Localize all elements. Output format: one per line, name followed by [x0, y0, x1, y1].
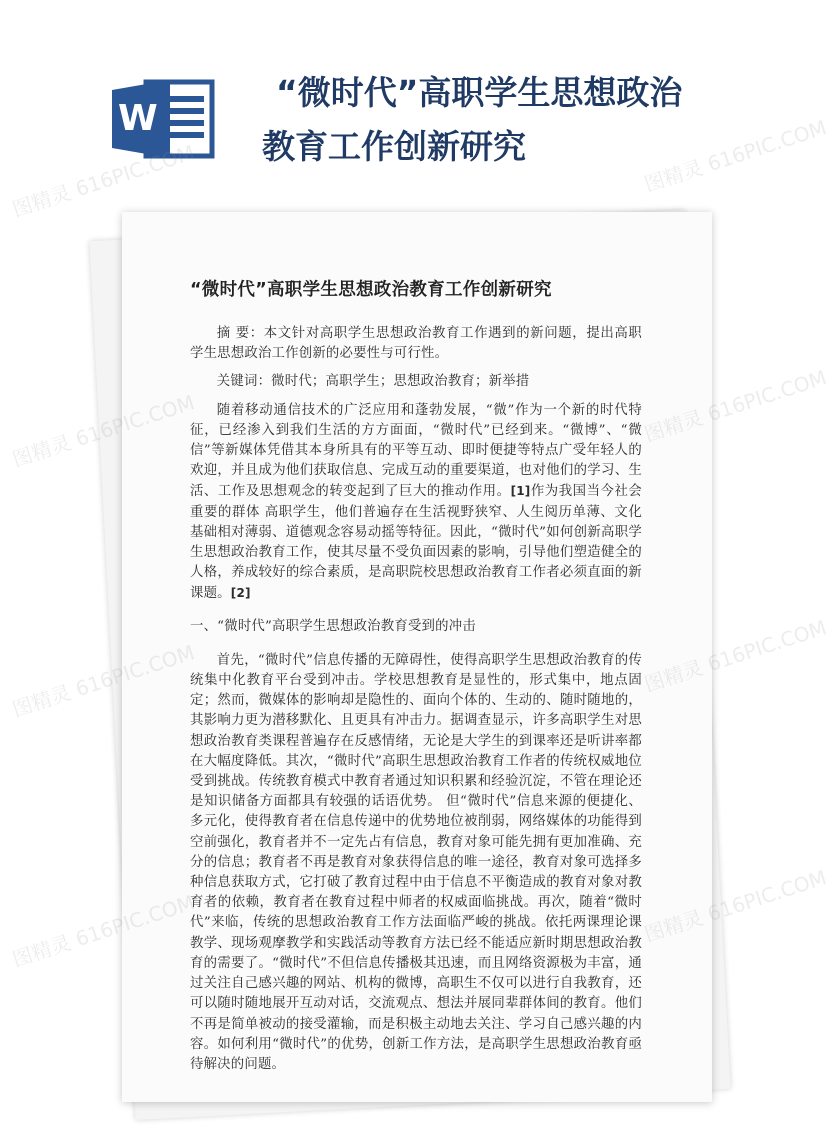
watermark: 图精灵 616PIC.COM: [9, 890, 198, 972]
reference-marker: [2]: [230, 586, 251, 601]
watermark: 图精灵: [9, 430, 74, 472]
watermark: 图精灵 616PIC.COM: [641, 115, 830, 197]
intro-text-part2: 作为我国当今社会重要的群体 高职学生，他们普遍存在生活视野狭窄、人生阅历单薄、文化基础相对薄弱、道德观念容易动摇等特征。因此，“微时代”如何创新高职学生思想政治教育工作，使其尽量不受负面因素的影响，引导他们塑造健全的人格，养成较好的综合素质，是高职院校思想政治教育工作者必须直面的新课题。: [190, 484, 642, 602]
intro-text-part1: 随着移动通信技术的广泛应用和蓬勃发展，“微”作为一个新的时代特征，已经渗入到我们生活的方方面面，“微时代”已经到来。“微博”、“微信”等新媒体凭借其本身所具有的平等互动、即时便捷等特点广受年轻人的欢迎，并且成为他们获取信息、完成互动的重要渠道，也对他们的学习、生活、工作及思想观念的转变起到了巨大的推动作用。: [190, 402, 642, 500]
watermark: 图精灵 616PIC.COM: [641, 615, 830, 697]
section-heading: 一、“微时代”高职学生思想政治教育受到的冲击: [190, 618, 476, 634]
abstract-paragraph: 摘 要：本文针对高职学生思想政治教育工作遇到的新问题，提出高职学生思想政治工作创新的必要性与可行性。: [190, 326, 642, 362]
header-title-line2: 教育工作创新研究: [262, 127, 526, 166]
word-document-icon: [112, 78, 222, 160]
reference-marker: [1]: [510, 484, 531, 499]
watermark: 图精灵 616PIC.COM: [641, 365, 830, 447]
header-title: [262, 66, 762, 174]
body-paragraph: 首先，“微时代”信息传播的无障碍性，使得高职学生思想政治教育的传统集中化教育平台受到冲击。学校思想教育是显性的，形式集中，地点固定；然而，微媒体的影响却是隐性的、面向个体的、生动的、随时随地的，其影响力更为潜移默化、且更具有冲击力。据调查显示，许多高职学生对思想政治教育类课程普遍存在反感情绪，无论是大学生的到课率还是听讲率都在大幅度降低。其次，“微时代”高职生思想政治教育工作者的传统权威地位受到挑战。传统教育模式中教育者通过知识积累和经验沉淀，不管在理论还是知识储备方面都具有较强的话语优势。 但“微时代”信息来源的便捷化、多元化，使得教育者在信息传递中的优势地位被削弱，网络媒体的功能得到空前强化，教育者并不一定先占有信息，教育对象可能先拥有更加准确、充分的信息；教育者不再是教育对象获得信息的唯一途径，教育对象可选择多种信息获取方式，它打破了教育过程中由于信息不平衡造成的教育对象对教育者的依赖，教育者在教育过程中师者的权威面临挑战。再次，随着“微时代”来临，传统的思想政治教育工作方法面临严峻的挑战。依托两课理论课教学、现场观摩教学和实践活动等教育方法已经不能适应新时期思想政治教育的需要了。“微时代”不但信息传播极其迅速，而且网络资源极为丰富，通过关注自己感兴趣的网站、机构的微博，高职生不仅可以进行自我教育，还可以随时随地展开互动对话，交流观点、想法并展同辈群体间的教育。他们不再是简单被动的接受灌输，而是积极主动地去关注、学习自己感兴趣的内容。如何利用“微时代”的优势，创新工作方法，是高职学生思想政治教育亟待解决的问题。: [190, 652, 642, 1072]
header-title-line1: “微时代”高职学生思想政治: [276, 73, 683, 112]
document-title: “微时代”高职学生思想政治教育工作创新研究: [190, 280, 552, 300]
watermark: 图精灵 616PIC.COM: [9, 640, 198, 722]
intro-paragraph: [190, 401, 642, 605]
watermark: 图精灵 616PIC.COM: [641, 865, 830, 947]
watermark: 图精灵 616PIC.COM: [9, 140, 198, 222]
word-logo-letter: W: [118, 98, 158, 139]
keywords-paragraph: 关键词：微时代；高职学生；思想政治教育；新举措: [216, 374, 530, 390]
document-body: [190, 278, 642, 1083]
